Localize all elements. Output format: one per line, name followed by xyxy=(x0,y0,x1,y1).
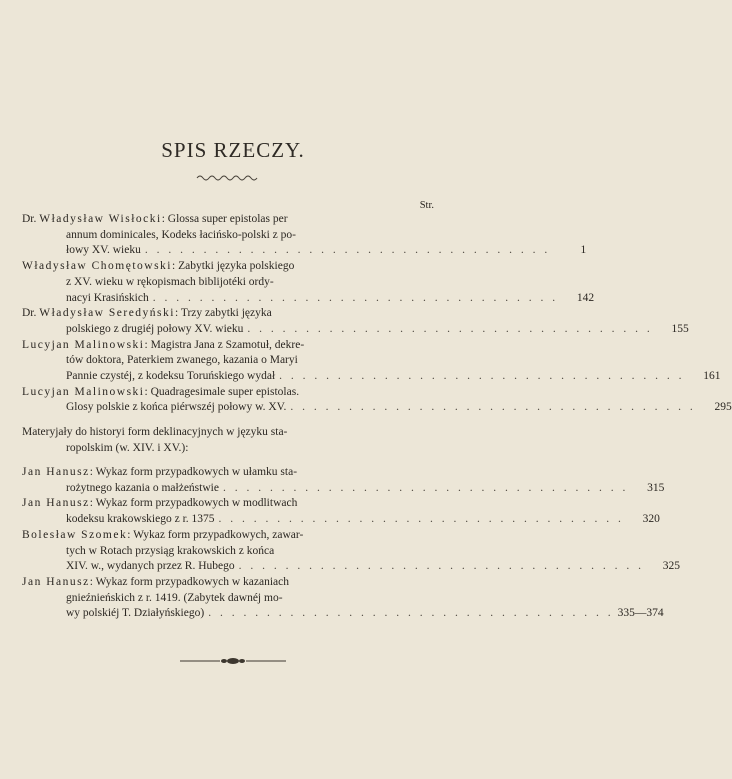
author-name: Władysław Seredyński xyxy=(39,307,175,320)
author-name: Lucyjan Malinowski xyxy=(22,338,145,351)
page-title: SPIS RZECZY. xyxy=(161,138,305,162)
toc-entry xyxy=(22,306,689,337)
toc-entry-text: łowy XV. wieku xyxy=(66,244,141,257)
toc-entry-heading xyxy=(22,338,304,354)
toc-entry-line xyxy=(22,606,664,622)
work-title: : Wykaz form przypadkowych w modlitwach xyxy=(89,497,298,510)
work-title: : Glossa super epistolas per xyxy=(161,213,288,225)
toc-entry-heading xyxy=(22,212,288,228)
toc-entry-line xyxy=(22,228,436,244)
toc-entry-line xyxy=(22,291,595,307)
toc-entry xyxy=(22,385,732,416)
section-heading xyxy=(22,425,436,456)
leader-dots: . . . . . . . . . . . . . . . . . . . . . . . . . . . . . . . . . . . xyxy=(152,291,559,304)
toc-entry-heading xyxy=(22,465,297,481)
leader-dots: . . . . . . . . . . . . . . . . . . . . . . . . . . . . . . . . . . . xyxy=(222,481,629,494)
work-title: : Wykaz form przypadkowych, zawar- xyxy=(127,528,304,541)
toc-entries-section xyxy=(22,465,681,622)
toc-entry-heading xyxy=(22,496,297,512)
work-title: : Quadragesimale super epistolas. xyxy=(144,385,300,398)
author-name: Władysław Wisłocki xyxy=(39,213,162,225)
page-number: 295 xyxy=(714,401,732,414)
page-number: 320 xyxy=(642,513,660,526)
closing-ornament xyxy=(180,655,286,667)
toc-entry xyxy=(22,496,660,527)
toc-entry-line xyxy=(22,212,436,228)
toc-entry-line xyxy=(22,338,436,354)
author-prefix: Dr. xyxy=(22,213,40,225)
toc-entry xyxy=(22,338,721,385)
leader-dots: . . . . . . . . . . . . . . . . . . . . . . . . . . . . . . . . . . . xyxy=(279,370,685,383)
toc-entry-line xyxy=(22,528,436,544)
toc-entry xyxy=(22,528,681,575)
toc-entry-line xyxy=(22,385,436,401)
work-title: : Zabytki języka polskiego xyxy=(172,260,295,273)
toc-entry-text: gnieźnieńskich z r. 1419. (Zabytek dawnéj mo- xyxy=(66,591,283,604)
toc-entry-text: z XV. wieku w rękopismach biblijotéki ordy- xyxy=(66,275,274,288)
toc-entry xyxy=(22,465,665,496)
page-number: 315 xyxy=(647,481,665,494)
title-wave-ornament xyxy=(197,173,257,183)
author-name: Jan Hanusz xyxy=(22,575,90,588)
toc-entry-line xyxy=(22,259,436,275)
author-name: Lucyjan Malinowski xyxy=(22,385,145,398)
toc-entry-heading xyxy=(22,259,294,275)
toc-entry xyxy=(22,575,664,622)
toc-entry-text: nacyi Krasińskich xyxy=(66,291,149,304)
leader-dots: . . . . . . . . . . . . . . . . . . . . . . . . . . . . . . . . . . . xyxy=(218,513,624,526)
section-heading-line: Materyjały do historyi form deklinacyjnych w języku sta- xyxy=(22,426,288,438)
toc-entry-text: kodeksu krakowskiego z r. 1375 xyxy=(66,513,215,526)
toc-entry-text: Glosy polskie z końca piérwszéj połowy w. XV. xyxy=(66,401,287,414)
work-title: : Trzy zabytki języka xyxy=(174,307,272,320)
toc-entry-line xyxy=(22,369,721,385)
leader-dots: . . . . . . . . . . . . . . . . . . . . . . . . . . . . . . . . . . . xyxy=(290,401,696,414)
toc-entry-line xyxy=(22,481,665,497)
page-number: 1 xyxy=(580,244,587,257)
leader-dots: . . . . . . . . . . . . . . . . . . . . . . . . . . . . . . . . . . . xyxy=(238,560,645,573)
toc-entry-text: Pannie czystéj, z kodeksu Toruńskiego wydał xyxy=(66,370,276,383)
author-prefix: Dr. xyxy=(22,307,40,320)
toc-entry-text: tych w Rotach przysiąg krakowskich z końca xyxy=(66,544,275,557)
toc-entry-line xyxy=(22,465,436,481)
toc-entry-heading xyxy=(22,385,299,401)
toc-entry-text: XIV. w., wydanych przez R. Hubego xyxy=(66,560,235,573)
page-column-header: Str. xyxy=(419,200,434,211)
toc-entry-heading xyxy=(22,575,289,591)
toc-entry-heading xyxy=(22,306,272,322)
page-number: 161 xyxy=(703,370,721,383)
work-title: : Magistra Jana z Szamotuł, dekre- xyxy=(144,338,305,351)
toc-entry-line xyxy=(22,496,436,512)
work-title: : Wykaz form przypadkowych w kazaniach xyxy=(89,575,290,588)
page-number: 155 xyxy=(671,322,689,335)
toc-entry-heading xyxy=(22,528,303,544)
leader-dots: . . . . . . . . . . . . . . . . . . . . . . . . . . . . . . . . . . . xyxy=(144,244,551,257)
author-name: Bolesław Szomek xyxy=(22,528,128,541)
page-number: 325 xyxy=(662,560,681,573)
toc-entry-line xyxy=(22,322,689,338)
page-number: 142 xyxy=(576,291,595,304)
toc-entry xyxy=(22,212,587,259)
toc-entries xyxy=(22,212,732,416)
leader-dots: . . . . . . . . . . . . . . . . . . . . . . . . . . . . . . . . . . . xyxy=(247,322,653,335)
toc-entry-line xyxy=(22,559,681,575)
toc-entry-line xyxy=(22,243,587,259)
leader-dots: . . . . . . . . . . . . . . . . . . . . . . . . . . . . . . . . . . . xyxy=(208,607,614,620)
toc-entry-line xyxy=(22,512,660,528)
author-name: Jan Hanusz xyxy=(22,497,90,510)
toc-entry-line xyxy=(22,544,436,560)
toc-entry-text: polskiego z drugiéj połowy XV. wieku xyxy=(66,322,244,335)
page-number: 335—374 xyxy=(617,607,664,620)
author-name: Władysław Chomętowski xyxy=(22,260,172,273)
toc-entry xyxy=(22,259,595,306)
author-name: Jan Hanusz xyxy=(22,466,90,478)
toc-entry-text: wy polskiéj T. Działyńskiego) xyxy=(66,607,205,620)
toc-entry-line xyxy=(22,591,436,607)
toc-entry-line xyxy=(22,306,436,322)
toc-entry-line xyxy=(22,353,436,369)
toc-entry-line xyxy=(22,575,436,591)
toc-entry-text: annum dominicales, Kodeks łacińsko-polski z po- xyxy=(66,228,296,241)
work-title: : Wykaz form przypadkowych w ułamku sta- xyxy=(89,466,298,478)
section-heading-line: ropolskim (w. XIV. i XV.): xyxy=(66,441,189,454)
toc-entry-text: tów doktora, Paterkiem zwanego, kazania o Maryi xyxy=(66,354,298,367)
toc-entry-line xyxy=(22,275,436,291)
toc-entry-text: rożytnego kazania o małżeństwie xyxy=(66,481,219,494)
toc-entry-line xyxy=(22,400,732,416)
